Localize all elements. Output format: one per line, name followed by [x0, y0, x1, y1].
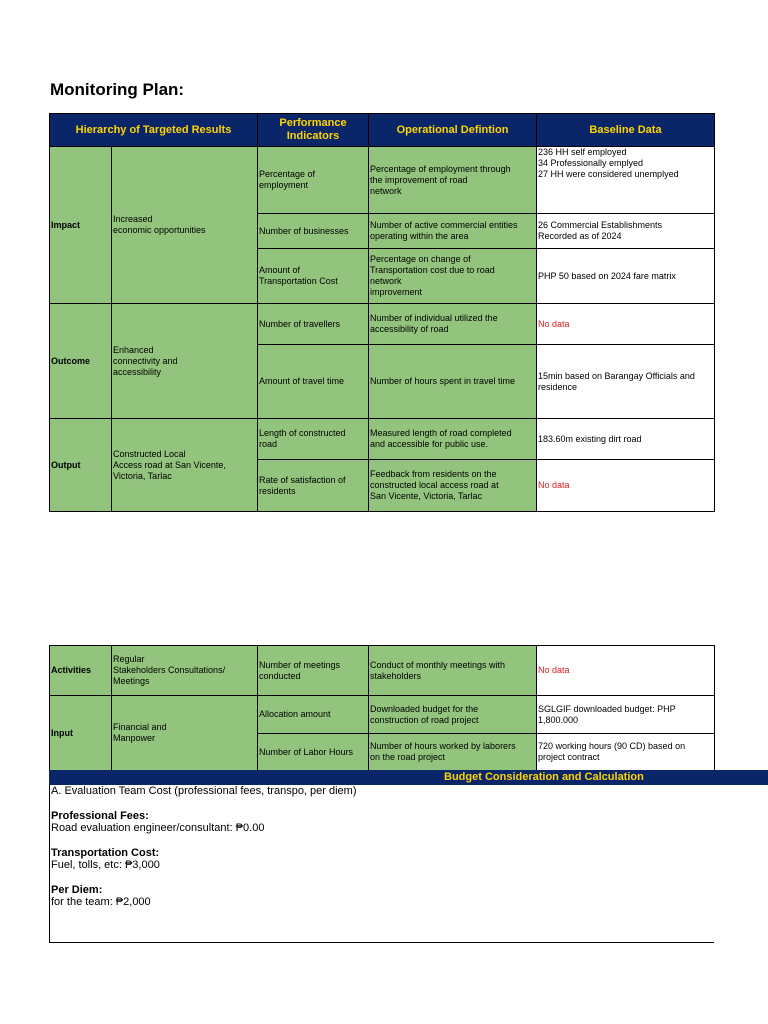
- baseline-cell: No data: [537, 304, 715, 345]
- activities-input-table: [49, 645, 715, 771]
- result-impact: Increased economic opportunities: [112, 147, 258, 304]
- definition-cell: Number of hours worked by laborers on the road project: [369, 734, 537, 771]
- level-outcome: Outcome: [50, 304, 112, 419]
- indicator-cell: Number of Labor Hours: [258, 734, 369, 771]
- result-outcome: Enhanced connectivity and accessibility: [112, 304, 258, 419]
- header-definition: Operational Defintion: [369, 114, 537, 147]
- baseline-cell: 236 HH self employed 34 Professionally emplyed 27 HH were considered unemplyed: [537, 147, 715, 214]
- baseline-cell: 720 working hours (90 CD) based on project contract: [537, 734, 715, 771]
- header-indicators: Performance Indicators: [258, 114, 369, 147]
- indicator-cell: Amount of Transportation Cost: [258, 249, 369, 304]
- definition-cell: Feedback from residents on the constructed local access road at San Vicente, Victoria, Tarlac: [369, 460, 537, 512]
- definition-cell: Downloaded budget for the construction of road project: [369, 696, 537, 734]
- page-title: Monitoring Plan:: [50, 80, 185, 99]
- definition-cell: Number of individual utilized the accessibility of road: [369, 304, 537, 345]
- definition-cell: Measured length of road completed and accessible for public use.: [369, 419, 537, 460]
- level-input: Input: [50, 696, 112, 771]
- per-diem-label: Per Diem:: [51, 884, 103, 896]
- baseline-cell: 26 Commercial Establishments Recorded as of 2024: [537, 214, 715, 249]
- baseline-cell: No data: [537, 646, 715, 696]
- indicator-cell: Allocation amount: [258, 696, 369, 734]
- monitoring-table: [49, 113, 715, 512]
- level-output: Output: [50, 419, 112, 512]
- baseline-cell: SGLGIF downloaded budget: PHP 1,800.000: [537, 696, 715, 734]
- result-output: Constructed Local Access road at San Vicente, Victoria, Tarlac: [112, 419, 258, 512]
- baseline-cell: PHP 50 based on 2024 fare matrix: [537, 249, 715, 304]
- table-row: [50, 304, 715, 345]
- table-row: [50, 419, 715, 460]
- baseline-cell: No data: [537, 460, 715, 512]
- table-row: [50, 646, 715, 696]
- indicator-cell: Length of constructed road: [258, 419, 369, 460]
- table-header-row: [50, 114, 715, 147]
- definition-cell: Number of active commercial entities operating within the area: [369, 214, 537, 249]
- transportation-cost-text: Fuel, tolls, etc: ₱3,000: [51, 859, 160, 871]
- indicator-cell: Number of travellers: [258, 304, 369, 345]
- per-diem-text: for the team: ₱2,000: [51, 896, 151, 908]
- level-impact: Impact: [50, 147, 112, 304]
- result-input: Financial and Manpower: [112, 696, 258, 771]
- baseline-cell: 15min based on Barangay Officials and residence: [537, 345, 715, 419]
- indicator-cell: Percentage of employment: [258, 147, 369, 214]
- table-row: [50, 696, 715, 734]
- table-row: [50, 147, 715, 214]
- header-hierarchy: Hierarchy of Targeted Results: [50, 114, 258, 147]
- baseline-cell: 183.60m existing dirt road: [537, 419, 715, 460]
- level-activities: Activities: [50, 646, 112, 696]
- result-activities: Regular Stakeholders Consultations/ Meetings: [112, 646, 258, 696]
- budget-header: Budget Consideration and Calculation: [444, 771, 644, 783]
- budget-header-bar: [49, 770, 768, 785]
- definition-cell: Percentage on change of Transportation cost due to road network improvement: [369, 249, 537, 304]
- indicator-cell: Rate of satisfaction of residents: [258, 460, 369, 512]
- definition-cell: Number of hours spent in travel time: [369, 345, 537, 419]
- professional-fees-label: Professional Fees:: [51, 810, 149, 822]
- definition-cell: Conduct of monthly meetings with stakeholders: [369, 646, 537, 696]
- budget-section-a: A. Evaluation Team Cost (professional fees, transpo, per diem): [51, 785, 357, 797]
- transportation-cost-label: Transportation Cost:: [51, 847, 160, 859]
- indicator-cell: Number of meetings conducted: [258, 646, 369, 696]
- definition-cell: Percentage of employment through the improvement of road network: [369, 147, 537, 214]
- budget-section: [49, 785, 714, 943]
- header-baseline: Baseline Data: [537, 114, 715, 147]
- indicator-cell: Amount of travel time: [258, 345, 369, 419]
- indicator-cell: Number of businesses: [258, 214, 369, 249]
- professional-fees-text: Road evaluation engineer/consultant: ₱0.00: [51, 822, 265, 834]
